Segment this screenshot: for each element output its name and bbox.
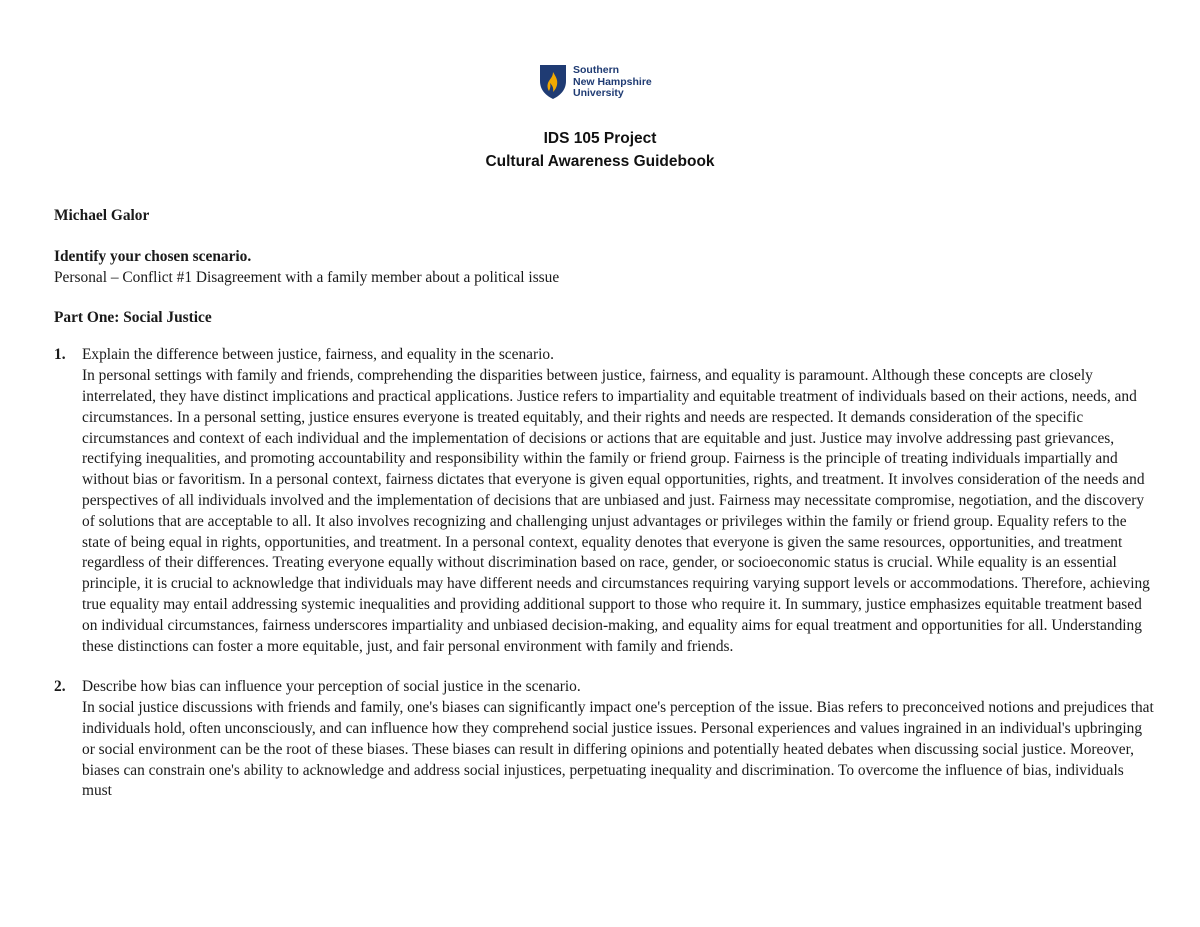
scenario-heading: Identify your chosen scenario. bbox=[54, 248, 252, 265]
document-body bbox=[54, 206, 1154, 802]
item-number: 1. bbox=[54, 346, 66, 364]
logo-line-1: Southern bbox=[573, 64, 620, 76]
logo-line-2: New Hampshire bbox=[573, 75, 652, 88]
item-answer: In personal settings with family and friends, comprehending the disparities between justice, fairness, and equality is paramount. Although these concepts are closely interrelated, they have distinct implications and practical applications. Justice refers to impartiality and equitable treatment of individuals based on their actions, needs, and circumstances. In a personal setting, justice ensures everyone is treated equitably, and their rights and needs are respected. It demands consideration of the specific circumstances and context of each individual and the implementation of decisions or actions that are equitable and just. Justice may involve addressing past grievances, rectifying inequalities, and promoting accountability and responsibility within the family or friend group. Fairness is the principle of treating individuals impartially and without bias or favoritism. In a personal context, fairness dictates that everyone is given equal opportunities, rights, and treatment. It involves consideration of the needs and perspectives of all individuals involved and the implementation of decisions that are unbiased and just. Fairness may necessitate compromise, negotiation, and the discovery of solutions that are acceptable to all. It also involves recognizing and challenging unjust advantages or privileges within the family or friend group. Equality refers to the state of being equal in rights, opportunities, and treatment. In a personal context, equality denotes that everyone is given the same resources, opportunities, and treatment regardless of their differences. Treating everyone equally without discrimination based on race, gender, or socioeconomic status is crucial. While equality is an essential principle, it is crucial to acknowledge that individuals may have different needs and circumstances requiring varying support levels or accommodations. Therefore, achieving true equality may entail addressing systemic inequalities and providing additional support to those who require it. In summary, justice emphasizes equitable treatment based on individual circumstances, fairness underscores impartiality and unbiased decision-making, and equality aims for equal treatment and opportunities for all. Understanding these distinctions can foster a more equitable, just, and fair personal environment with family and friends. bbox=[82, 367, 1150, 655]
item-prompt: Describe how bias can influence your perception of social justice in the scenario. bbox=[82, 678, 581, 696]
list-item bbox=[54, 677, 1154, 802]
author-name: Michael Galor bbox=[54, 207, 150, 224]
document-title: Cultural Awareness Guidebook bbox=[485, 153, 715, 170]
item-number: 2. bbox=[54, 678, 66, 696]
scenario-text: Personal – Conflict #1 Disagreement with a family member about a political issue bbox=[54, 268, 560, 286]
part-one-heading: Part One: Social Justice bbox=[54, 308, 212, 326]
snhu-logo bbox=[539, 64, 652, 102]
item-prompt: Explain the difference between justice, fairness, and equality in the scenario. bbox=[82, 346, 554, 364]
shield-flame-icon bbox=[539, 64, 567, 100]
title-block bbox=[0, 127, 1200, 173]
logo-wordmark bbox=[573, 64, 652, 100]
course-title: IDS 105 Project bbox=[543, 130, 657, 147]
logo-line-3: University bbox=[573, 87, 624, 99]
list-item bbox=[54, 345, 1154, 657]
item-answer: In social justice discussions with friends and family, one's biases can significantly impact one's perception of the issue. Bias refers to preconceived notions and prejudices that individuals hold, often unconsciously, and can influence how they comprehend social justice issues. Personal experiences and values ingrained in an individual's upbringing or social environment can be the root of these biases. These biases can result in differing opinions and potentially heated debates when discussing social justice. Moreover, biases can constrain one's ability to acknowledge and address social injustices, perpetuating inequality and discrimination. To overcome the influence of bias, individuals must bbox=[82, 699, 1154, 800]
